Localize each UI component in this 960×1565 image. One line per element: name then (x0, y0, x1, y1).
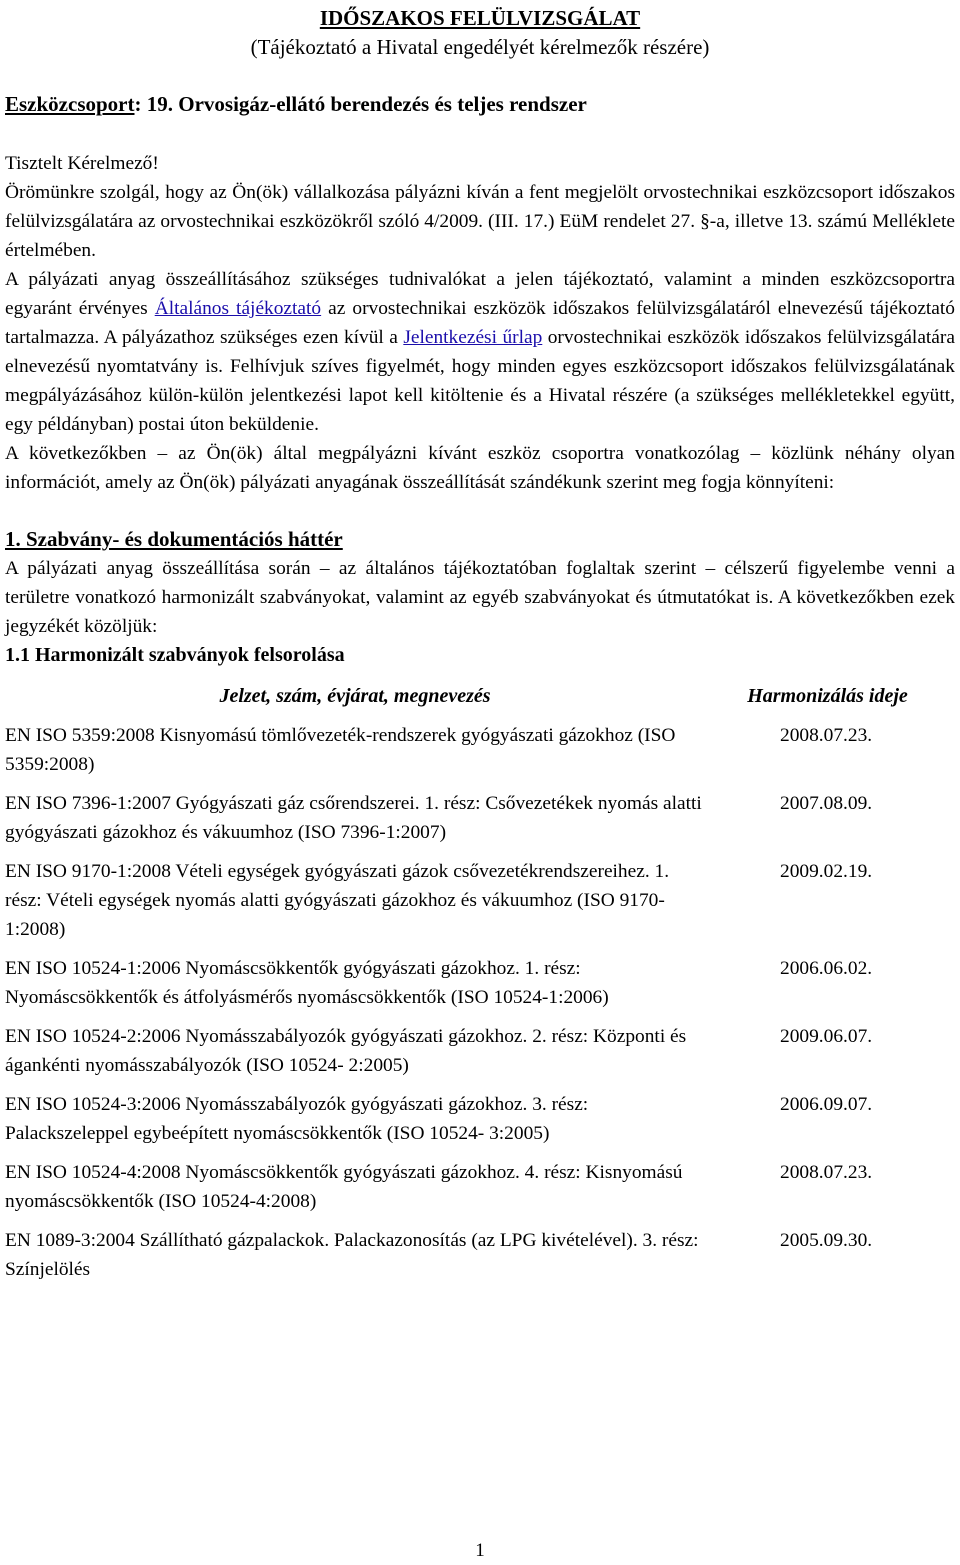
document-subtitle: (Tájékoztató a Hivatal engedélyét kérelmezők részére) (250, 35, 710, 59)
standards-table-header (5, 682, 955, 711)
table-row (5, 857, 955, 944)
document-page (5, 0, 955, 1284)
harmonization-date: 2006.09.07. (780, 1094, 873, 1115)
harmonization-date: 2007.08.09. (780, 793, 873, 814)
table-row (5, 789, 955, 847)
harmonization-date: 2009.02.19. (780, 861, 873, 882)
table-row (5, 721, 955, 779)
column-header-harmonization-date: Harmonizálás ideje (747, 685, 908, 707)
device-group-value: : 19. Orvosigáz-ellátó berendezés és teljes rendszer (134, 92, 587, 116)
general-info-link[interactable]: Általános tájékoztató (154, 298, 322, 319)
harmonization-date: 2006.06.02. (780, 958, 873, 979)
standard-name: EN ISO 10524-4:2008 Nyomáscsökkentők gyógyászati gázokhoz. 4. rész: Kisnyomású nyomáscsökkentők (ISO 10524-4:2008) (5, 1162, 683, 1212)
intro-paragraph-2-part-b: az orvostechnikai eszközök időszakos felülvizsgálatáról elnevezésű tájékoztató tartalmazza. A pályázathoz szükséges ezen kívül a (5, 298, 955, 348)
page-number: 1 (475, 1540, 485, 1561)
column-header-designation: Jelzet, szám, évjárat, megnevezés (219, 685, 491, 707)
standard-name: EN ISO 9170-1:2008 Vételi egységek gyógyászati gázok csővezetékrendszereihez. 1. rész: Vételi egységek nyomás alatti gyógyászati gázokhoz és vákuumhoz (ISO 9170-1:2008) (5, 861, 670, 940)
standard-name: EN ISO 10524-1:2006 Nyomáscsökkentők gyógyászati gázokhoz. 1. rész: Nyomáscsökkentők és átfolyásmérős nyomáscsökkentők (ISO 10524-1:2006) (5, 958, 609, 1008)
intro-paragraph-2 (5, 265, 955, 439)
standard-name: EN ISO 10524-2:2006 Nyomásszabályozók gyógyászati gázokhoz. 2. rész: Központi és ágankénti nyomásszabályozók (ISO 10524- 2:2005) (5, 1026, 687, 1076)
harmonization-date: 2005.09.30. (780, 1230, 873, 1251)
intro-paragraph-2-part-c: orvostechnikai eszközök időszakos felülvizsgálatára elnevezésű nyomtatvány is. Felhívjuk szíves figyelmét, hogy minden egyes eszközcsoport időszakos felülvizsgálatának megpályázásához külön-külön jelentkezési lapot kell kitöltenie és a Hivatal részére (a szükséges mellékletekkel együtt, egy példányban) postai úton beküldenie. (5, 327, 955, 435)
harmonization-date: 2008.07.23. (780, 725, 873, 746)
section-1-heading: 1. Szabvány- és dokumentációs háttér (5, 527, 343, 551)
table-row (5, 1226, 955, 1284)
table-row (5, 1090, 955, 1148)
standard-name: EN ISO 10524-3:2006 Nyomásszabályozók gyógyászati gázokhoz. 3. rész: Palackszeleppel egybeépített nyomáscsökkentők (ISO 10524- 3:2005) (5, 1094, 589, 1144)
intro-paragraph-1: Örömünkre szolgál, hogy az Ön(ök) vállalkozása pályázni kíván a fent megjelölt orvostechnikai eszközcsoport időszakos felülvizsgálatára az orvostechnikai eszközökről szóló 4/2009. (III. 17.) EüM rendelet 27. §-a, illetve 13. számú Melléklete értelmében. (5, 182, 955, 261)
table-row (5, 1158, 955, 1216)
harmonization-date: 2008.07.23. (780, 1162, 873, 1183)
device-group-line (5, 90, 955, 119)
device-group-label: Eszközcsoport (5, 92, 135, 116)
section-1-text: A pályázati anyag összeállítása során – az általános tájékoztatóban foglaltak szerint – célszerű figyelembe venni a területre vonatkozó harmonizált szabványokat, valamint az egyéb szabványokat és útmutatókat is. A következőkben ezek jegyzékét közöljük: (5, 558, 955, 637)
document-title: IDŐSZAKOS FELÜLVIZSGÁLAT (319, 6, 641, 30)
standard-name: EN 1089-3:2004 Szállítható gázpalackok. Palackazonosítás (az LPG kivételével). 3. rész: Színjelölés (5, 1230, 699, 1280)
intro-paragraph-3: A következőkben – az Ön(ök) által megpályázni kívánt eszköz csoportra vonatkozólag – közlünk néhány olyan információt, amely az Ön(ök) pályázati anyagának összeállítását szándékunk szerint meg fogja könnyíteni: (5, 443, 955, 493)
standards-table (5, 721, 955, 1284)
table-row (5, 1022, 955, 1080)
harmonization-date: 2009.06.07. (780, 1026, 873, 1047)
standard-name: EN ISO 5359:2008 Kisnyomású tömlővezeték-rendszerek gyógyászati gázokhoz (ISO 5359:2008) (5, 725, 676, 775)
standard-name: EN ISO 7396-1:2007 Gyógyászati gáz csőrendszerei. 1. rész: Csővezetékek nyomás alatti gyógyászati gázokhoz és vákuumhoz (ISO 7396-1:2007) (5, 793, 702, 843)
table-row (5, 954, 955, 1012)
section-1-1-heading: 1.1 Harmonizált szabványok felsorolása (5, 644, 345, 666)
greeting: Tisztelt Kérelmező! (5, 153, 159, 174)
application-form-link[interactable]: Jelentkezési űrlap (403, 327, 543, 348)
intro-paragraph-2-part-a: A pályázati anyag összeállításához szükséges tudnivalókat a jelen tájékoztató, valamint a minden eszközcsoportra egyaránt érvényes (5, 269, 955, 319)
